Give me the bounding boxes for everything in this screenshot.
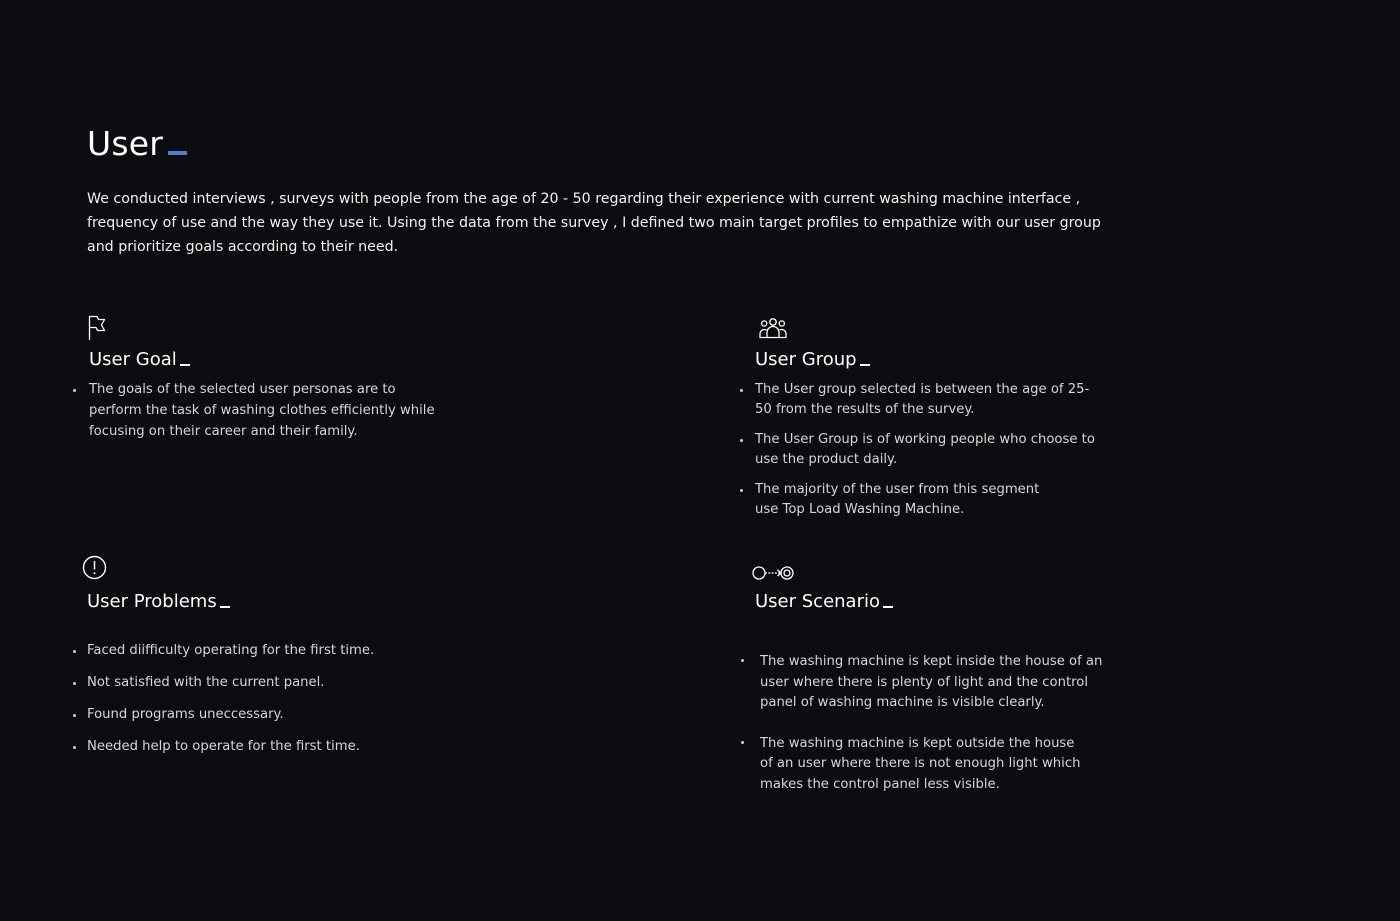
list-item-text: Found programs uneccessary. [87, 707, 284, 722]
title-cursor-accent [168, 151, 187, 155]
list-item-text: The washing machine is kept outside the house of an user where there is not enough light which makes the control panel less visible. [760, 735, 1081, 792]
user-group-title [755, 349, 870, 370]
bullet-dot [740, 439, 743, 442]
list-item-text: The User group selected is between the age of 25- 50 from the results of the survey. [755, 382, 1090, 417]
list-item [87, 704, 487, 725]
user-scenario-title-text: User Scenario [755, 591, 880, 612]
list-item [87, 736, 487, 757]
title-underscore [180, 364, 190, 366]
bullet-dot [740, 389, 743, 392]
user-group-list [755, 380, 1105, 520]
list-item [760, 652, 1105, 714]
list-item-text: Needed help to operate for the first time. [87, 739, 360, 754]
list-item-text: The User Group is of working people who choose to use the product daily. [755, 432, 1095, 467]
user-scenario-list [760, 652, 1105, 795]
bullet-dot [73, 714, 76, 717]
page-title-text: User [87, 124, 164, 163]
list-item [755, 430, 1105, 470]
user-problems-title [87, 591, 230, 612]
list-item-text: Faced diifficulty operating for the first time. [87, 643, 375, 658]
list-item [87, 640, 487, 661]
list-item [87, 672, 487, 693]
list-item [89, 379, 444, 442]
title-underscore [883, 606, 893, 608]
intro-paragraph: We conducted interviews , surveys with people from the age of 20 - 50 regarding their experience with current washing machine interface , frequency of use and the way they use it. Using the data from the survey , I defined two main target profiles to empathize with our user group and prioritize goals according to their need. [87, 191, 1101, 255]
journey-path-icon [751, 565, 796, 581]
list-item [755, 480, 1065, 520]
page-title [87, 122, 187, 166]
bullet-dot [73, 389, 76, 392]
bullet-dot [73, 650, 76, 653]
bullet-dot [73, 682, 76, 685]
bullet-dot [740, 489, 743, 492]
bullet-dot [73, 746, 76, 749]
user-goal-title-text: User Goal [89, 349, 177, 370]
flag-icon [88, 315, 106, 341]
list-item-text: Not satisfied with the current panel. [87, 675, 325, 690]
user-scenario-title [755, 591, 893, 612]
list-item [755, 380, 1105, 420]
list-item-text: The goals of the selected user personas are to perform the task of washing clothes efficiently while focusing on their career and their family. [89, 382, 435, 439]
user-group-title-text: User Group [755, 349, 857, 370]
users-group-icon [759, 317, 787, 339]
user-goal-list [89, 379, 444, 442]
title-underscore [220, 606, 230, 608]
list-item-text: The majority of the user from this segment use Top Load Washing Machine. [755, 482, 1040, 517]
title-underscore [860, 364, 870, 366]
alert-circle-icon [82, 555, 107, 580]
user-problems-title-text: User Problems [87, 591, 217, 612]
list-item [760, 734, 1085, 796]
user-problems-list [87, 640, 487, 757]
bullet-dot [741, 659, 744, 662]
user-goal-title [89, 349, 190, 370]
list-item-text: The washing machine is kept inside the house of an user where there is plenty of light and the control panel of washing machine is visible clearly. [760, 654, 1103, 710]
bullet-dot [741, 741, 744, 744]
